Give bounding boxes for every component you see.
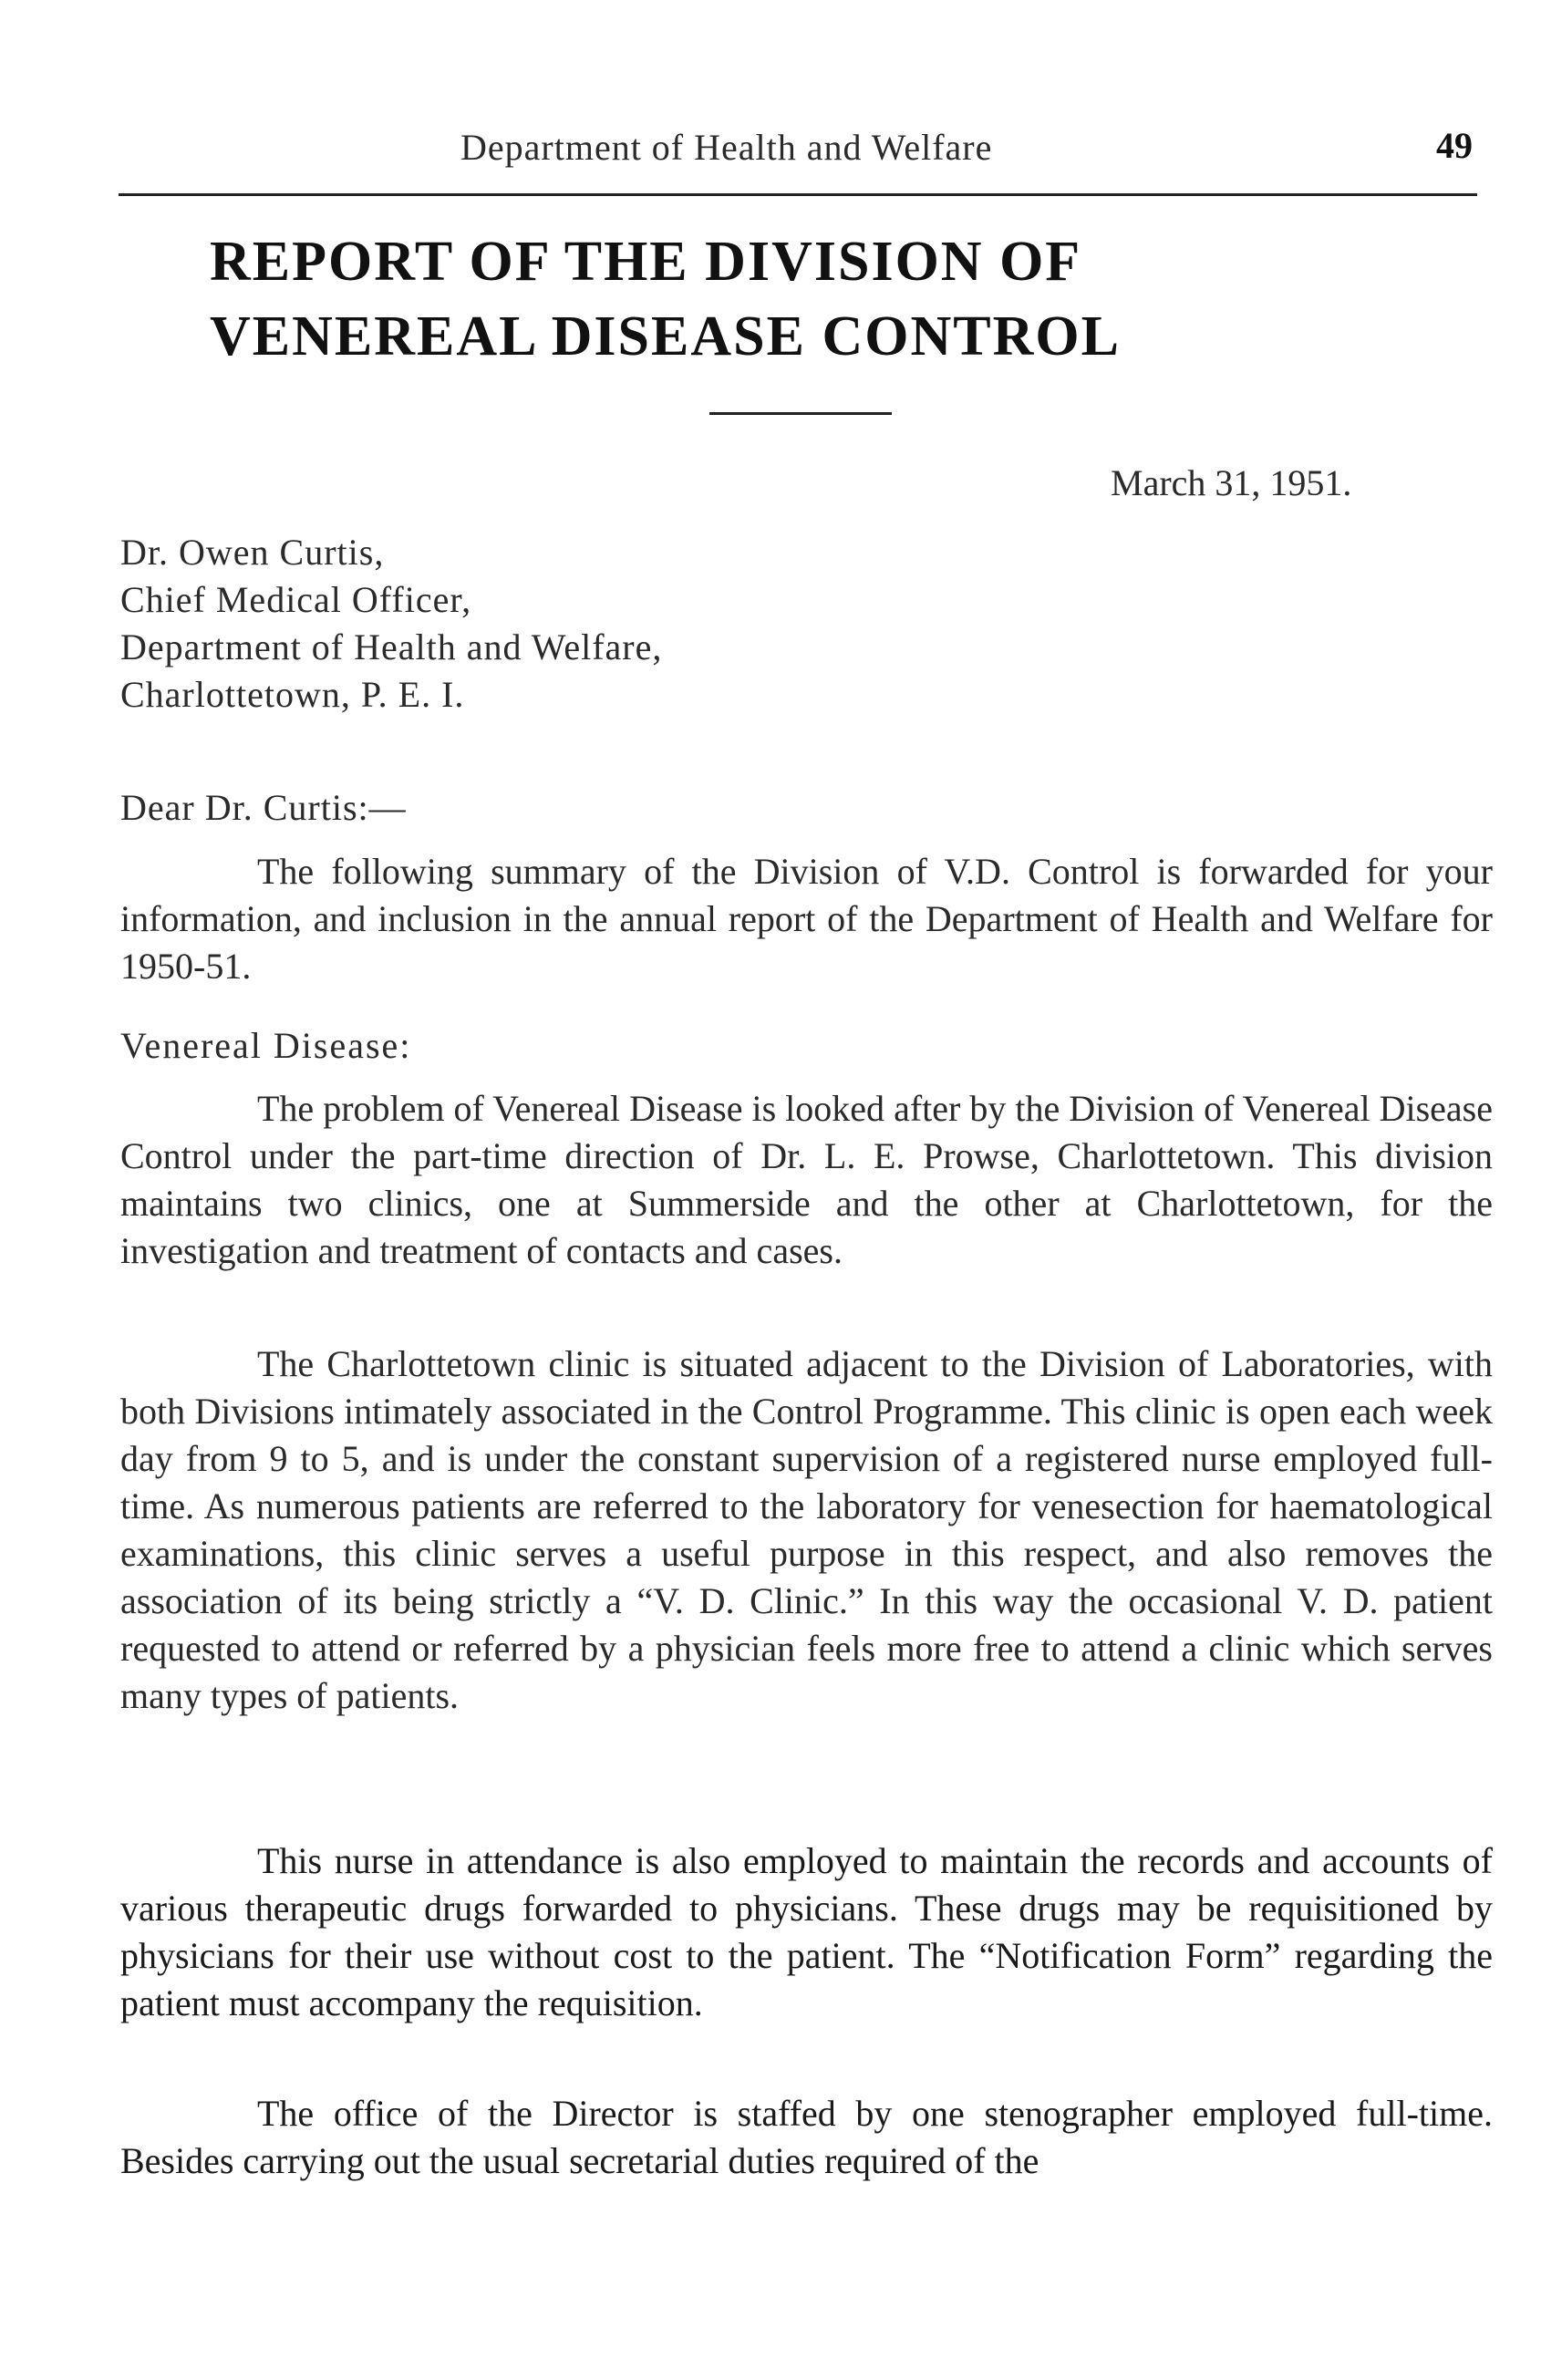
address-line-title: Chief Medical Officer,: [120, 579, 472, 620]
report-title-line-2: VENEREAL DISEASE CONTROL: [210, 305, 1121, 367]
header-rule: [119, 193, 1477, 196]
paragraph-intro: The following summary of the Division of V.D. Control is forwarded for your information, and inclusion in the annual report of the Department of Health and Welfare for 1950-51.: [120, 851, 1493, 987]
section-heading: Venereal Disease:: [120, 1025, 412, 1066]
report-title: [210, 224, 1331, 374]
salutation: Dear Dr. Curtis:—: [120, 787, 407, 828]
running-header: Department of Health and Welfare: [460, 127, 993, 168]
paragraph-director-office: The office of the Director is staffed by one stenographer employed full-time. Besides carrying out the usual secretarial duties required of the: [120, 2093, 1493, 2181]
address-line-department: Department of Health and Welfare,: [120, 626, 663, 667]
address-line-name: Dr. Owen Curtis,: [120, 532, 385, 573]
address-line-city: Charlottetown, P. E. I.: [120, 674, 465, 715]
letter-date: March 31, 1951.: [1111, 462, 1352, 503]
paragraph-nurse-duties: This nurse in attendance is also employed to maintain the records and accounts of various therapeutic drugs forwarded to physicians. These drugs may be requisitioned by physicians for their use without cost to the patient. The “Notification Form” regarding the patient must accompany the requisition.: [120, 1840, 1493, 2023]
paragraph-charlottetown-clinic: The Charlottetown clinic is situated adjacent to the Division of Laboratories, with both Divisions intimately associated in the Control Programme. This clinic is open each week day from 9 to 5, and is under the constant supervision of a registered nurse employed full-time. As numerous patients are referred to the laboratory for venesection for haematological examinations, this clinic serves a useful purpose in this respect, and also removes the association of its being strictly a “V. D. Clinic.” In this way the occasional V. D. patient requested to attend or referred by a physician feels more free to attend a clinic which serves many types of patients.: [120, 1343, 1493, 1716]
title-rule: [709, 412, 892, 415]
report-title-line-1: REPORT OF THE DIVISION OF: [210, 231, 1082, 293]
page-number: 49: [1436, 125, 1473, 166]
recipient-address: [120, 529, 662, 719]
paragraph-venereal-disease: The problem of Venereal Disease is looked after by the Division of Venereal Disease Control under the part-time direction of Dr. L. E. Prowse, Charlottetown. This division maintains two clinics, one at Summerside and the other at Charlottetown, for the investigation and treatment of contacts and cases.: [120, 1088, 1493, 1271]
